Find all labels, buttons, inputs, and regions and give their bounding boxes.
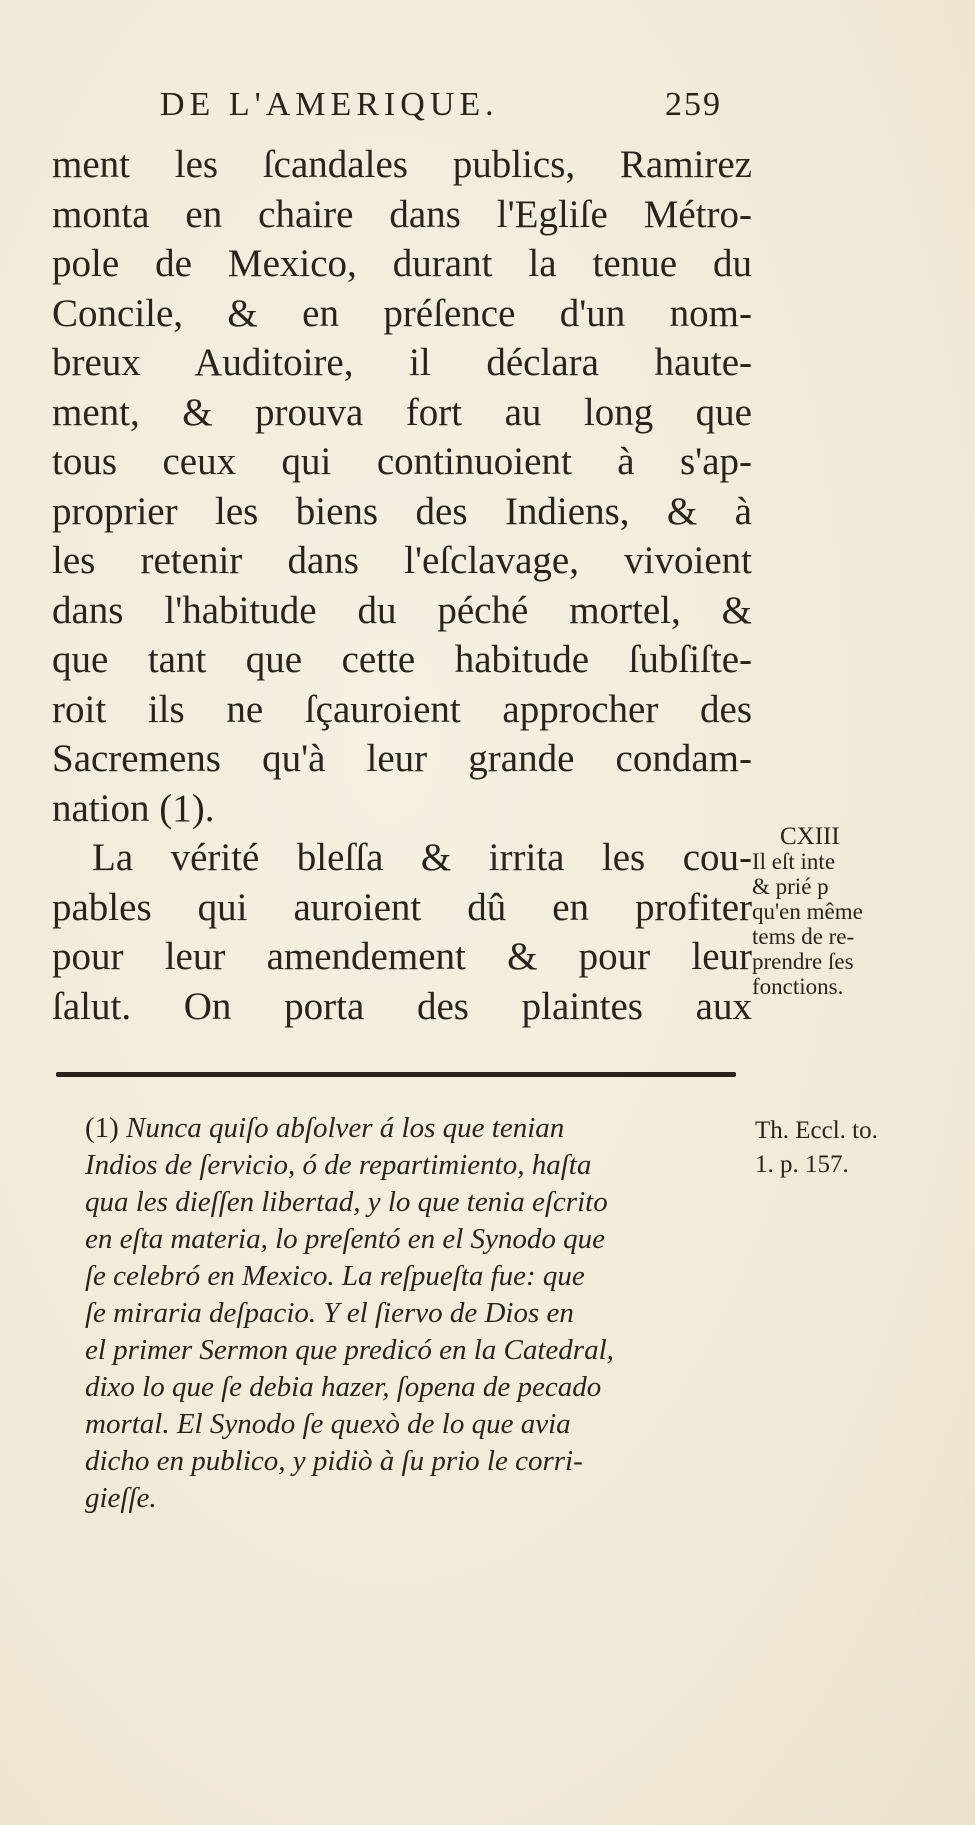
citation-line: Th. Eccl. to. xyxy=(755,1117,878,1144)
page-number: 259 xyxy=(665,86,722,123)
body-line: que tant que cette habitude ſubſiſte- xyxy=(52,638,752,681)
footnote-line: mortal. El Synodo ſe quexò de lo que avia xyxy=(85,1408,571,1440)
body-line: proprier les biens des Indiens, & à xyxy=(52,489,752,533)
body-line: ment, & prouva fort au long que xyxy=(52,390,752,434)
body-line: Concile, & en préſence d'un nom- xyxy=(52,291,752,335)
body-line: les retenir dans l'eſclavage, vivoient xyxy=(52,539,752,582)
footnote-line: en eſta materia, lo preſentó en el Synodo que xyxy=(85,1223,605,1255)
footnote-line: Indios de ſervicio, ó de repartimiento, haſta xyxy=(85,1149,592,1181)
footnote-line: dixo lo que ſe debia hazer, ſopena de pecado xyxy=(85,1371,602,1403)
footnote xyxy=(85,1110,755,1517)
body-line: ſalut. On porta des plaintes aux xyxy=(52,984,752,1028)
footnote-line: el primer Sermon que predicó en la Catedral, xyxy=(85,1334,614,1366)
marginal-line: tems de re- xyxy=(752,924,855,949)
paragraph-start-line: La vérité bleſſa & irrita les cou- xyxy=(92,836,752,879)
body-line: pour leur amendement & pour leur xyxy=(52,935,752,978)
body-line: pables qui auroient dû en profiter xyxy=(52,885,752,929)
body-line: ment les ſcandales publics, Ramirez xyxy=(52,143,752,186)
body-line: Sacremens qu'à leur grande condam- xyxy=(52,737,752,780)
marginal-line: Il eſt inte xyxy=(752,849,836,874)
footnote-line: gieſſe. xyxy=(85,1482,157,1514)
body-line: breux Auditoire, il déclara haute- xyxy=(52,341,752,384)
citation-line: 1. p. 157. xyxy=(755,1151,849,1178)
footnote-marker: (1) xyxy=(85,1112,119,1144)
marginal-section-number: CXIII xyxy=(780,823,840,850)
footnote-line: qua les dieſſen libertad, y lo que tenia eſcrito xyxy=(85,1186,608,1218)
marginal-line: fonctions. xyxy=(752,974,844,999)
body-line: tous ceux qui continuoient à s'ap- xyxy=(52,440,752,483)
marginal-line: qu'en même xyxy=(752,899,863,924)
marginal-note xyxy=(752,824,972,999)
footnote-line: dicho en publico, y pidiò à ſu prio le corri- xyxy=(85,1445,583,1477)
footnote-line: ſe miraria deſpacio. Y el ſiervo de Dios en xyxy=(85,1297,574,1329)
marginal-line: prendre ſes xyxy=(752,949,854,974)
footnote-line: Nunca quiſo abſolver á los que tenian xyxy=(126,1112,565,1144)
running-head-title: DE L'AMERIQUE. xyxy=(160,86,499,123)
footnote-rule xyxy=(56,1072,736,1077)
footnote-line: ſe celebró en Mexico. La reſpueſta fue: que xyxy=(85,1260,585,1292)
body-line: monta en chaire dans l'Egliſe Métro- xyxy=(52,192,752,236)
body-line: pole de Mexico, durant la tenue du xyxy=(52,242,752,285)
footnote-citation xyxy=(755,1114,970,1182)
body-line: dans l'habitude du péché mortel, & xyxy=(52,588,752,632)
marginal-line: & prié p xyxy=(752,874,829,899)
body-line: roit ils ne ſçauroient approcher des xyxy=(52,687,752,731)
running-head xyxy=(160,86,760,124)
body-line: nation (1). xyxy=(52,786,215,830)
body-text xyxy=(52,140,752,1031)
